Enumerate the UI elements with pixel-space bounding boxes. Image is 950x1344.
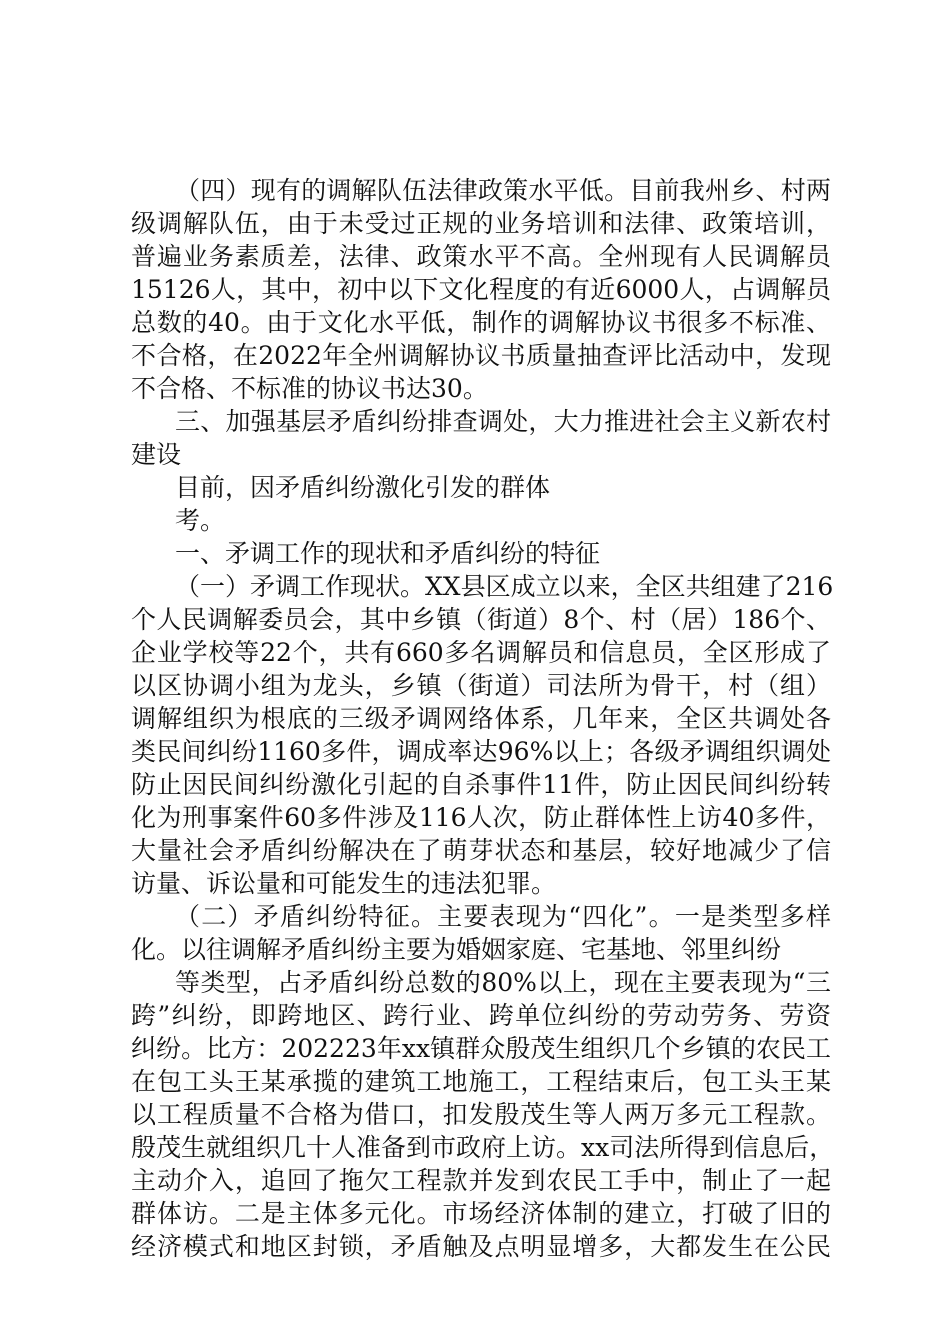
text-line: 在包工头王某承揽的建筑工地施工，工程结束后，包工头王某 — [131, 1067, 831, 1096]
text-line: 不合格，在2022年全州调解协议书质量抽查评比活动中，发现 — [131, 341, 831, 370]
text-line: 个人民调解委员会，其中乡镇（街道）8个、村（居）186个、 — [131, 605, 831, 634]
text-line: 化。以往调解矛盾纠纷主要为婚姻家庭、宅基地、邻里纠纷 — [131, 935, 782, 964]
text-line: 目前，因矛盾纠纷激化引发的群体 — [175, 473, 551, 502]
text-line: 企业学校等22个，共有660多名调解员和信息员，全区形成了 — [131, 638, 831, 667]
text-line: 以区协调小组为龙头，乡镇（街道）司法所为骨干，村（组） — [131, 671, 831, 700]
text-line: 调解组织为根底的三级矛调网络体系，几年来，全区共调处各 — [131, 704, 831, 733]
text-line: 访量、诉讼量和可能发生的违法犯罪。 — [131, 869, 557, 898]
text-line: 不合格、不标准的协议书达30。 — [131, 374, 488, 403]
text-line: 跨”纠纷，即跨地区、跨行业、跨单位纠纷的劳动劳务、劳资 — [131, 1001, 831, 1030]
text-line: 群体访。二是主体多元化。市场经济体制的建立，打破了旧的 — [131, 1199, 831, 1228]
text-line: 防止因民间纠纷激化引起的自杀事件11件，防止因民间纠纷转 — [131, 770, 831, 799]
text-line: 等类型，占矛盾纠纷总数的80%以上，现在主要表现为“三 — [175, 968, 831, 997]
text-line: 考。 — [175, 506, 226, 535]
text-line: 以工程质量不合格为借口，扣发殷茂生等人两万多元工程款。 — [131, 1100, 831, 1129]
text-line: 纠纷。比方：202223年xx镇群众殷茂生组织几个乡镇的农民工 — [131, 1034, 831, 1063]
text-line: （四）现有的调解队伍法律政策水平低。目前我州乡、村两 — [175, 176, 831, 205]
text-line: 主动介入，追回了拖欠工程款并发到农民工手中，制止了一起 — [131, 1166, 831, 1195]
text-line: 三、加强基层矛盾纠纷排查调处，大力推进社会主义新农村 — [175, 407, 831, 436]
text-line: 殷茂生就组织几十人准备到市政府上访。xx司法所得到信息后， — [131, 1133, 835, 1162]
document-body — [131, 174, 835, 1263]
text-line: 一、矛调工作的现状和矛盾纠纷的特征 — [175, 539, 601, 568]
text-line: 大量社会矛盾纠纷解决在了萌芽状态和基层，较好地减少了信 — [131, 836, 831, 865]
text-line: 经济模式和地区封锁，矛盾触及点明显增多，大都发生在公民 — [131, 1232, 831, 1261]
text-line: （二）矛盾纠纷特征。主要表现为“四化”。一是类型多样 — [175, 902, 831, 931]
text-line: （一）矛调工作现状。XX县区成立以来，全区共组建了216 — [175, 572, 834, 601]
text-line: 15126人，其中，初中以下文化程度的有近6000人，占调解员 — [131, 275, 831, 304]
text-line: 化为刑事案件60多件涉及116人次，防止群体性上访40多件， — [131, 803, 831, 832]
text-line: 总数的40。由于文化水平低，制作的调解协议书很多不标准、 — [131, 308, 831, 337]
text-line: 级调解队伍，由于未受过正规的业务培训和法律、政策培训， — [131, 209, 831, 238]
text-line: 类民间纠纷1160多件，调成率达96%以上；各级矛调组织调处 — [131, 737, 831, 766]
text-line: 普遍业务素质差，法律、政策水平不高。全州现有人民调解员 — [131, 242, 831, 271]
text-line: 建设 — [131, 440, 182, 469]
